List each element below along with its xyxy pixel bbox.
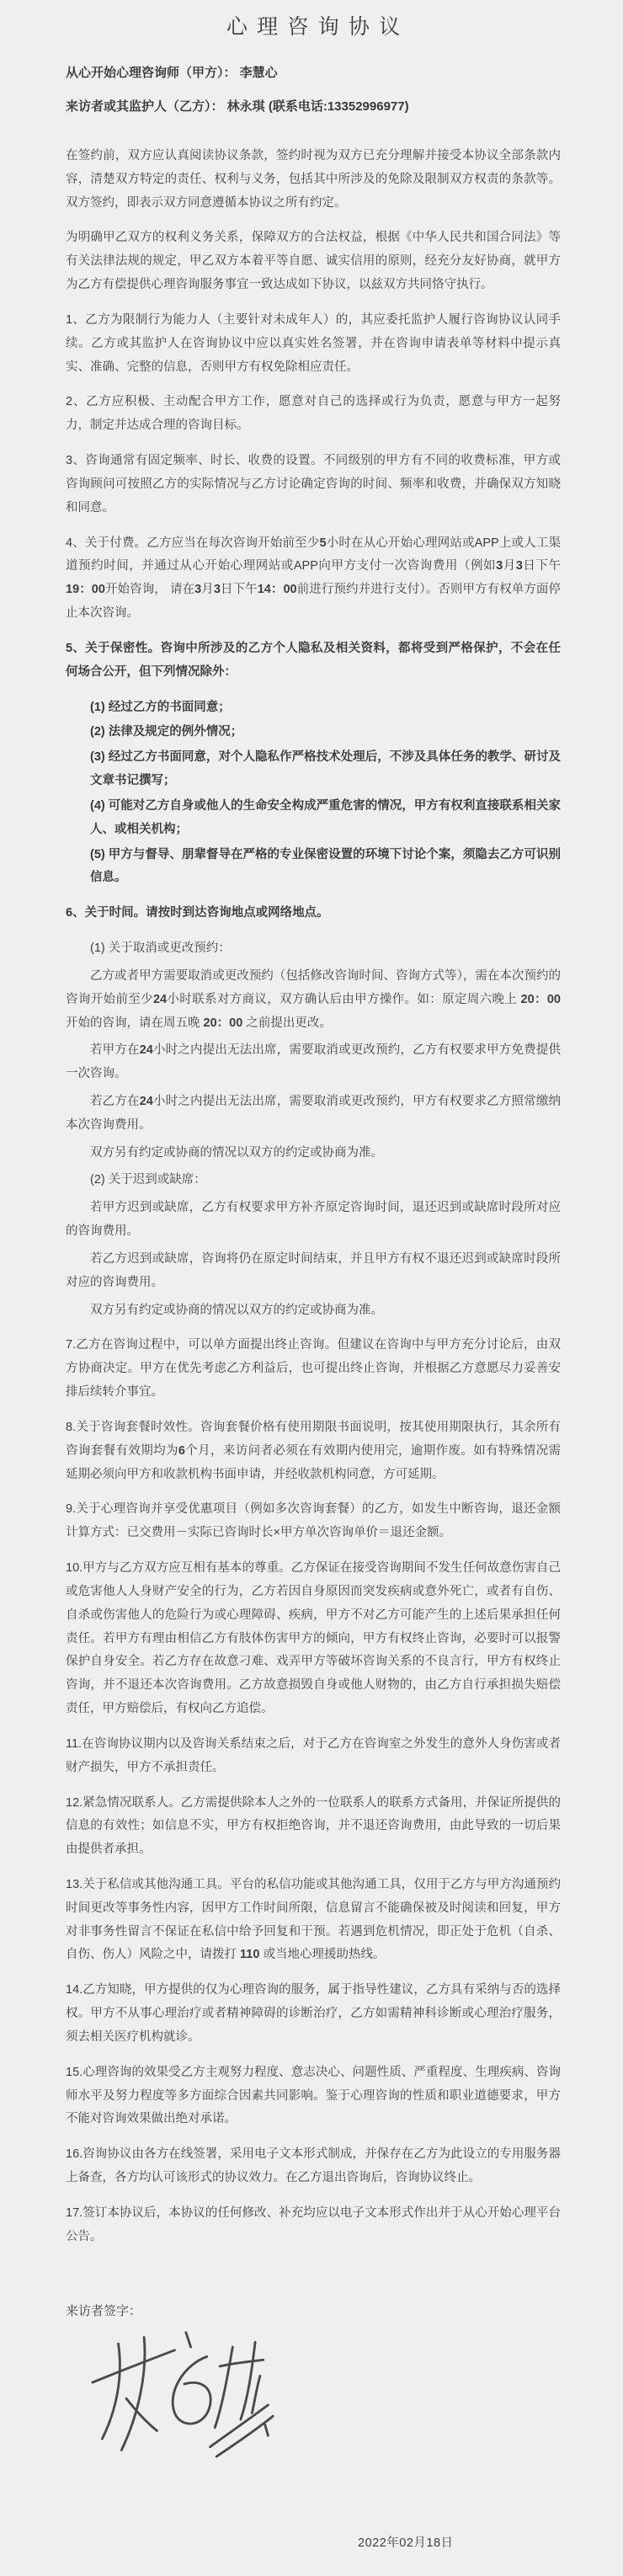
paragraph: 若乙方在24小时之内提出无法出席，需要取消或更改预约，甲方有权要求乙方照常缴纳本次咨询费用。 [66,1094,561,1132]
visitor-signature-image [91,2328,276,2459]
paragraph: 在签约前，双方应认真阅读协议条款，签约时视为双方已充分理解并接受本协议全部条款内容，清楚双方特定的责任、权利与义务，包括其中所涉及的免除及限制双方权责的条款等。双方签约，即表示双方同意遵循本协议之所有约定。 [66,149,561,210]
paragraph: 为明确甲乙双方的权利义务关系，保障双方的合法权益，根据《中华人民共和国合同法》等有关法律法规的规定，甲乙双方本着平等自愿、诚实信用的原则，经充分友好协商，就甲方为乙方有偿提供心理咨询服务事宜一致达成如下协议，以兹双方共同恪守执行。 [66,231,561,292]
paragraph: 双方另有约定或协商的情况以双方的约定或协商为准。 [90,1145,383,1160]
signing-date: 2022年02月18日 [358,2536,454,2550]
paragraph: 11.在咨询协议期内以及咨询关系结束之后，对于乙方在咨询室之外发生的意外人身伤害或者财产损失，甲方不承担责任。 [66,1736,561,1774]
paragraph: 若甲方在24小时之内提出无法出席，需要取消或更改预约，乙方有权要求甲方免费提供一次咨询。 [66,1043,561,1081]
paragraph: (1) 经过乙方的书面同意； [90,700,231,714]
party-line-visitor: 来访者或其监护人（乙方）： 林永琪 (联系电话:13352996977) [66,99,409,114]
paragraph: 14.乙方知晓，甲方提供的仅为心理咨询的服务，属于指导性建议，乙方具有采纳与否的选择权。甲方不从事心理治疗或者精神障碍的诊断治疗，乙方如需精神科诊断或心理治疗服务，须去相关医疗机构就诊。 [66,1983,561,2044]
paragraph: 17.签订本协议后，本协议的任何修改、补充均应以电子文本形式作出并于从心开始心理平台公告。 [66,2205,561,2243]
paragraph: (1) 关于取消或更改预约： [90,941,231,956]
paragraph: (5) 甲方与督导、朋辈督导在严格的专业保密设置的环境下讨论个案，须隐去乙方可识别信息。 [90,847,561,885]
paragraph: (3) 经过乙方书面同意，对个人隐私作严格技术处理后，不涉及具体任务的教学、研讨及文章书记撰写； [90,750,561,788]
paragraph: 16.咨询协议由各方在线签署，采用电子文本形式制成，并保存在乙方为此设立的专用服务器上备查，各方均认可该形式的协议效力。在乙方退出咨询后，咨询协议终止。 [66,2147,561,2185]
paragraph-list [66,145,561,2249]
visitor-signature-label: 来访者签字： [66,2303,142,2318]
paragraph: 12.紧急情况联系人。乙方需提供除本人之外的一位联系人的联系方式备用，并保证所提供的信息的有效性；如信息不实，甲方有权拒绝咨询，并不退还咨询费用，由此导致的一切后果由提供者承担。 [66,1795,561,1857]
paragraph: 6、关于时间。请按时到达咨询地点或网络地点。 [66,906,329,920]
paragraph: 8.关于咨询套餐时效性。咨询套餐价格有使用期限书面说明，按其使用期限执行，其余所有咨询套餐有效期均为6个月，来访问者必须在有效期内使用完，逾期作废。如有特殊情况需延期必须向甲方和收款机构书面申请，并经收款机构同意，方可延期。 [66,1420,561,1481]
paragraph: 10.甲方与乙方双方应互相有基本的尊重。乙方保证在接受咨询期间不发生任何故意伤害自己或危害他人人身财产安全的行为，乙方若因自身原因而突发疾病或意外死亡，或者有自伤、自杀或伤害他人的危险行为或心理障碍、疾病，甲方不对乙方可能产生的上述后果承担任何责任。若甲方有理由相信乙方有肢体伤害甲方的倾向，甲方有权终止咨询，必要时可以报警保护自身安全。若乙方存在故意刁难、戏弄甲方等破坏咨询关系的不良言行，甲方有权终止咨询，并不退还本次咨询费用。乙方故意损毁自身或他人财物的，由乙方自行承担损失赔偿责任，甲方赔偿后，有权向乙方追偿。 [66,1561,561,1716]
party-line-counselor: 从心开始心理咨询师（甲方）： 李慧心 [66,66,278,80]
paragraph: 7.乙方在咨询过程中，可以单方面提出终止咨询。但建议在咨询中与甲方充分讨论后，由双方协商决定。甲方在优先考虑乙方利益后，也可提出终止咨询，并根据乙方意愿尽力妥善安排后续转介事宜。 [66,1338,561,1400]
paragraph: 2、乙方应积极、主动配合甲方工作，愿意对自己的选择或行为负责，愿意与甲方一起努力，制定并达成合理的咨询目标。 [66,395,561,433]
paragraph: 4、关于付费。乙方应当在每次咨询开始前至少5小时在从心开始心理网站或APP上或人工渠道预约时间，并通过从心开始心理网站或APP向甲方支付一次咨询费用（例如3月3日下午19：00开始咨询， 请在3月3日下午14：00前进行预约并进行支付）。否则甲方有权单方面停止本次咨询。 [66,536,562,621]
paragraph: 5、关于保密性。咨询中所涉及的乙方个人隐私及相关资料，都将受到严格保护，不会在任何场合公开，但下列情况除外： [66,641,561,679]
paragraph: 3、咨询通常有固定频率、时长、收费的设置。不同级别的甲方有不同的收费标准，甲方或咨询顾问可按照乙方的实际情况与乙方讨论确定咨询的时间、频率和收费，并确保双方知晓和同意。 [66,454,561,515]
paragraph: 1、乙方为限制行为能力人（主要针对未成年人）的，其应委托监护人履行咨询协议认同手续。乙方或其监护人在咨询协议中应以真实姓名签署，并在咨询申请表单等材料中提示真实、准确、完整的信息，否则甲方有权免除相应责任。 [66,312,561,374]
page-title: 心理咨询协议 [226,15,410,39]
paragraph: 9.关于心理咨询并享受优惠项目（例如多次咨询套餐）的乙方，如发生中断咨询，退还金额计算方式：已交费用－实际已咨询时长×甲方单次咨询单价＝退还金额。 [66,1502,561,1540]
signature-strokes [91,2328,276,2459]
party-block [66,64,561,116]
paragraph: 13.关于私信或其他沟通工具。平台的私信功能或其他沟通工具，仅用于乙方与甲方沟通预约时间更改等事务性内容，因甲方工作时间所限，信息留言不能确保被及时阅读和回复，甲方对非事务性留言不保证在私信中给予回复和干预。若遇到危机情况，即正处于危机（自杀、自伤、伤人）风险之中，请拨打 110 或当地心理援助热线。 [66,1878,561,1962]
paragraph: (2) 法律及规定的例外情况； [90,725,243,739]
paragraph: (4) 可能对乙方自身或他人的生命安全构成严重危害的情况，甲方有权利直接联系相关家人、或相关机构； [90,798,561,836]
paragraph: 15.心理咨询的效果受乙方主观努力程度、意志决心、问题性质、严重程度、生理疾病、咨询师水平及努力程度等多方面综合因素共同影响。鉴于心理咨询的性质和职业道德要求，甲方不能对咨询效果做出绝对承诺。 [66,2065,561,2126]
paragraph: 乙方或者甲方需要取消或更改预约（包括修改咨询时间、咨询方式等），需在本次预约的咨询开始前至少24小时联系对方商议，双方确认后由甲方操作。如：原定周六晚上 20：00 开始的咨询，请在周五晚 20：00 之前提出更改。 [66,968,561,1030]
paragraph: 若乙方迟到或缺席，咨询将仍在原定时间结束，并且甲方有权不退还迟到或缺席时段所对应的咨询费用。 [66,1251,561,1289]
paragraph: 若甲方迟到或缺席，乙方有权要求甲方补齐原定咨询时间，退还迟到或缺席时段所对应的咨询费用。 [66,1201,561,1239]
paragraph: 双方另有约定或协商的情况以双方的约定或协商为准。 [90,1303,383,1317]
paragraph: (2) 关于迟到或缺席： [90,1173,206,1187]
